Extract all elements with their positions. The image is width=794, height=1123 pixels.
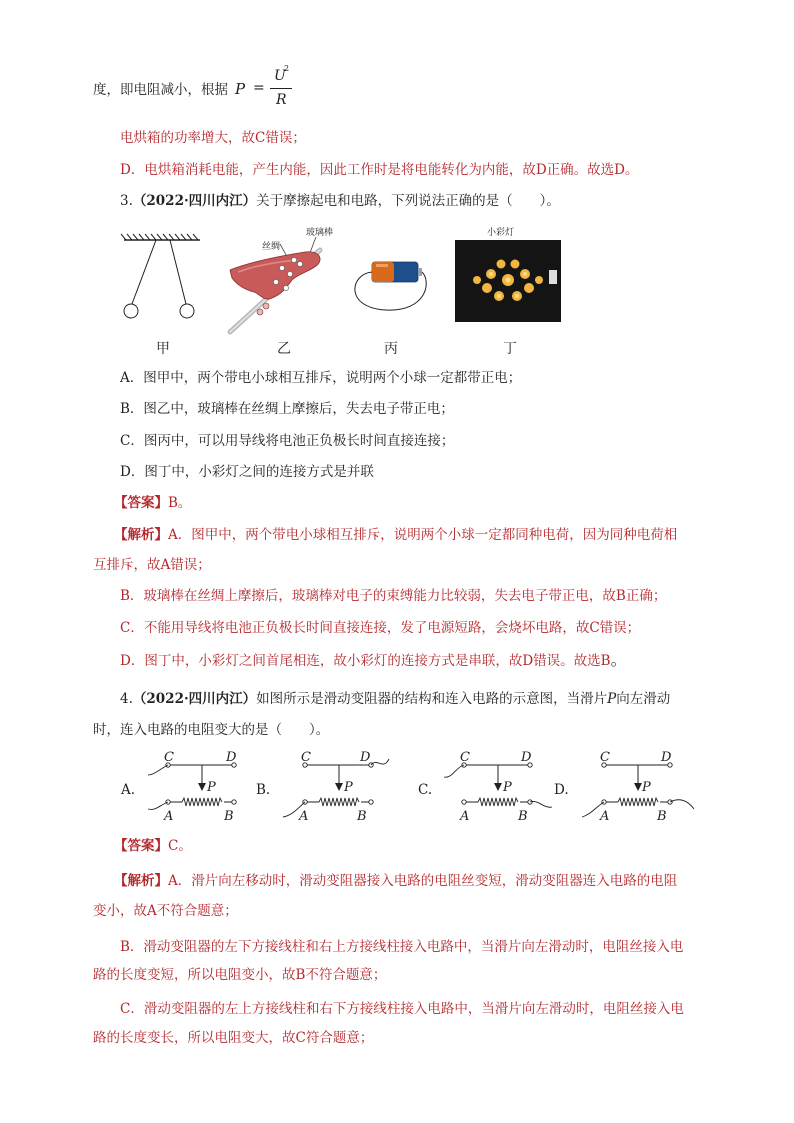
terminal-a: A — [460, 809, 470, 824]
answer-value: C。 — [168, 838, 192, 854]
caption-yi: 乙 — [277, 341, 291, 357]
question-3-stem — [120, 191, 560, 211]
terminal-b: B — [657, 809, 667, 824]
fraction-bar — [270, 88, 292, 89]
diagram-option-b-label: B. — [256, 782, 271, 798]
formula-numerator: U — [274, 68, 286, 84]
terminal-c: C — [164, 750, 174, 765]
question-source: （2022·四川内江） — [132, 691, 257, 707]
final-dot: 。 — [610, 650, 627, 669]
terminal-p: P — [207, 780, 216, 795]
formula-denominator: R — [276, 92, 287, 108]
analysis-line: C．滑动变阻器的左上方接线柱和右下方接线柱接入电路中，当滑片向左滑动时，电阻丝接入电 — [120, 1001, 684, 1017]
text-line: 电烘箱的功率增大，故C错误； — [120, 130, 306, 146]
analysis-line — [114, 871, 677, 891]
rheostat-diagrams — [0, 745, 794, 830]
figure-ding-small-lights-photo — [455, 240, 561, 322]
analysis-line: 互排斥，故A错误； — [93, 557, 211, 573]
terminal-d: D — [521, 750, 532, 765]
caption-ding: 丁 — [503, 341, 517, 357]
analysis-line: 路的长度变短，所以电阻变小，故B不符合题意； — [93, 967, 387, 983]
terminal-d: D — [226, 750, 237, 765]
answer-value: B。 — [168, 495, 192, 511]
analysis-text: A．图甲中，两个带电小球相互排斥，说明两个小球一定都同种电荷，因为同种电荷相 — [168, 527, 678, 543]
slider-symbol: P — [607, 691, 617, 707]
diagram-option-c-label: C. — [418, 782, 433, 798]
terminal-a: A — [164, 809, 174, 824]
terminal-b: B — [518, 809, 528, 824]
question-4-stem — [120, 689, 670, 709]
figure-yi-glass-rod-silk — [220, 232, 340, 342]
text-line: 度，即电阻减小，根据 — [93, 82, 228, 98]
answer-tag: 【答案】 — [114, 495, 168, 511]
question-text: 关于摩擦起电和电路，下列说法正确的是（ ）。 — [256, 193, 560, 209]
label-small-lights: 小彩灯 — [487, 228, 515, 238]
figure-bing-battery-short — [346, 252, 430, 320]
terminal-d: D — [360, 750, 371, 765]
question-number: 4. — [120, 691, 133, 707]
analysis-line: C．不能用导线将电池正负极长时间直接连接，发了电源短路，会烧坏电路，故C错误； — [120, 620, 641, 636]
label-silk: 丝绸 — [262, 242, 281, 252]
terminal-c: C — [460, 750, 470, 765]
option-d: D．图丁中，小彩灯之间的连接方式是并联 — [120, 464, 374, 480]
answer-line — [114, 836, 192, 856]
option-a: A．图甲中，两个带电小球相互排斥，说明两个小球一定都带正电； — [120, 370, 522, 386]
option-c: C．图丙中，可以用导线将电池正负极长时间直接连接； — [120, 433, 455, 449]
terminal-c: C — [301, 750, 311, 765]
analysis-text: A．滑片向左移动时，滑动变阻器接入电路的电阻丝变短，滑动变阻器连入电路的电阻 — [168, 873, 678, 889]
analysis-line: 路的长度变长，所以电阻变大，故C符合题意； — [93, 1030, 374, 1046]
option-b: B．图乙中，玻璃棒在丝绸上摩擦后，失去电子带正电； — [120, 401, 454, 417]
analysis-line: B．滑动变阻器的左下方接线柱和右上方接线柱接入电路中，当滑片向左滑动时，电阻丝接入电 — [120, 939, 684, 955]
caption-bing: 丙 — [384, 341, 398, 357]
question-source: （2022·四川内江） — [132, 193, 257, 209]
terminal-b: B — [357, 809, 367, 824]
question-4-stem-cont: 时，连入电路的电阻变大的是（ ）。 — [93, 722, 330, 738]
formula-superscript: 2 — [284, 64, 290, 73]
analysis-text: D．图丁中，小彩灯之间首尾相连，故小彩灯的连接方式是串联，故D错误。故选B — [120, 653, 611, 669]
question-number: 3. — [120, 193, 133, 209]
figure-jia-repelling-balls — [118, 232, 206, 322]
question-text: 如图所示是滑动变阻器的结构和连入电路的示意图，当滑片 — [256, 691, 608, 707]
terminal-b: B — [224, 809, 234, 824]
text-line: D．电烘箱消耗电能，产生内能，因此工作时是将电能转化为内能，故D正确。故选D。 — [120, 162, 639, 178]
formula-p: P — [235, 80, 246, 98]
terminal-p: P — [344, 780, 353, 795]
analysis-tag: 【解析】 — [114, 527, 168, 543]
terminal-a: A — [299, 809, 309, 824]
terminal-a: A — [600, 809, 610, 824]
diagram-option-a-label: A. — [121, 782, 136, 798]
analysis-line: 变小，故A不符合题意； — [93, 903, 238, 919]
analysis-line: B．玻璃棒在丝绸上摩擦后，玻璃棒对电子的束缚能力比较弱，失去电子带正电，故B正确； — [120, 588, 667, 604]
terminal-d: D — [661, 750, 672, 765]
formula-equals: = — [253, 80, 265, 96]
analysis-tag: 【解析】 — [114, 873, 168, 889]
terminal-c: C — [600, 750, 610, 765]
analysis-line — [114, 525, 677, 545]
terminal-p: P — [642, 780, 651, 795]
caption-jia: 甲 — [156, 341, 170, 357]
answer-line — [114, 493, 191, 513]
question-text: 向左滑动 — [616, 691, 671, 707]
terminal-p: P — [503, 780, 512, 795]
analysis-line — [120, 650, 627, 671]
diagram-option-d-label: D. — [554, 782, 569, 798]
answer-tag: 【答案】 — [114, 838, 168, 854]
label-glass-rod: 玻璃棒 — [306, 228, 334, 238]
